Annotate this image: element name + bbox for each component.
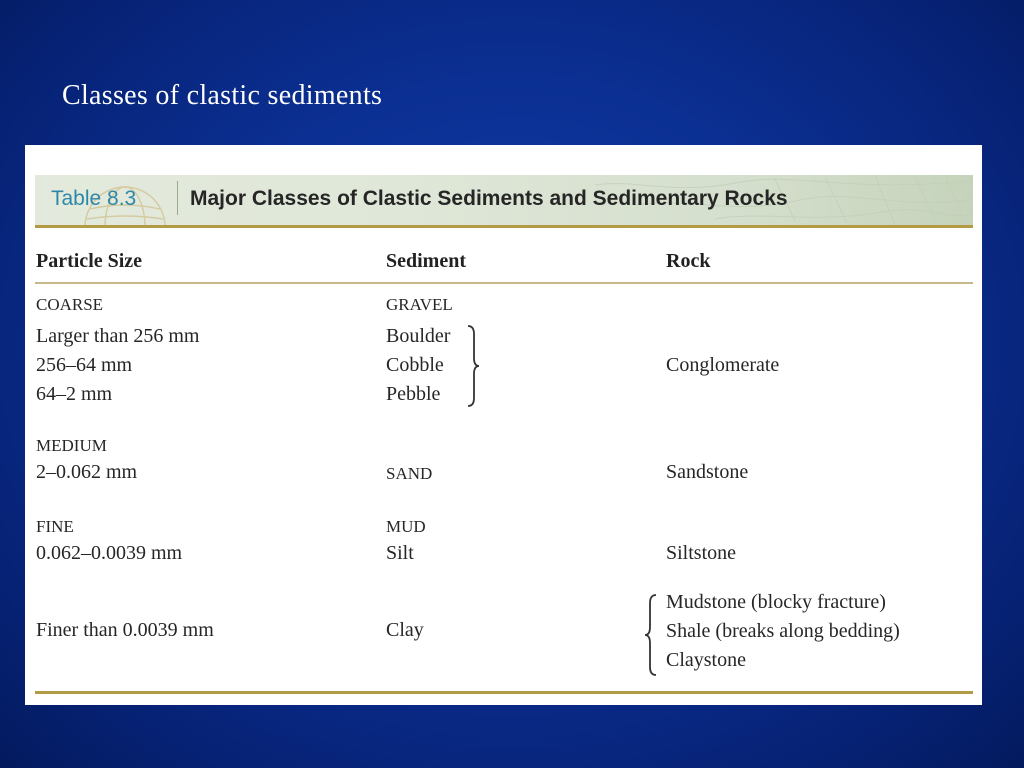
sediment-silt: Silt xyxy=(386,542,414,564)
rock-claystone: Claystone xyxy=(666,649,746,671)
size-boulder: Larger than 256 mm xyxy=(36,325,200,347)
size-cobble: 256–64 mm xyxy=(36,354,133,376)
rock-mudstone: Mudstone (blocky fracture) xyxy=(666,591,886,613)
right-brace-icon xyxy=(466,324,480,408)
sediment-class-gravel: GRAVEL xyxy=(386,295,453,314)
header-rock: Rock xyxy=(666,250,711,272)
size-pebble: 64–2 mm xyxy=(36,383,113,405)
sediment-cobble: Cobble xyxy=(386,354,444,376)
category-coarse: COARSE xyxy=(36,295,104,314)
sediment-boulder: Boulder xyxy=(386,325,451,347)
size-silt: 0.062–0.0039 mm xyxy=(36,542,183,564)
category-medium: MEDIUM xyxy=(36,436,107,455)
sediment-pebble: Pebble xyxy=(386,383,441,405)
table-number: Table 8.3 xyxy=(51,187,137,210)
rock-shale: Shale (breaks along bedding) xyxy=(666,620,900,642)
banner-divider xyxy=(177,181,178,215)
slide-title: Classes of clastic sediments xyxy=(62,80,383,111)
size-clay: Finer than 0.0039 mm xyxy=(36,619,214,641)
rock-siltstone: Siltstone xyxy=(666,542,737,564)
sediment-clay: Clay xyxy=(386,619,424,641)
table-banner xyxy=(35,175,973,228)
bottom-rule xyxy=(35,691,973,694)
rock-sandstone: Sandstone xyxy=(666,461,749,483)
left-brace-icon xyxy=(644,593,658,677)
table-panel xyxy=(25,145,982,705)
header-rule xyxy=(35,282,973,284)
header-particle-size: Particle Size xyxy=(36,250,143,272)
category-fine: FINE xyxy=(36,517,74,536)
sediment-sand: SAND xyxy=(386,464,433,483)
header-sediment: Sediment xyxy=(386,250,466,272)
table-caption: Major Classes of Clastic Sediments and Sedimentary Rocks xyxy=(190,187,788,210)
rock-conglomerate: Conglomerate xyxy=(666,354,780,376)
sediment-class-mud: MUD xyxy=(386,517,426,536)
size-sand: 2–0.062 mm xyxy=(36,461,138,483)
